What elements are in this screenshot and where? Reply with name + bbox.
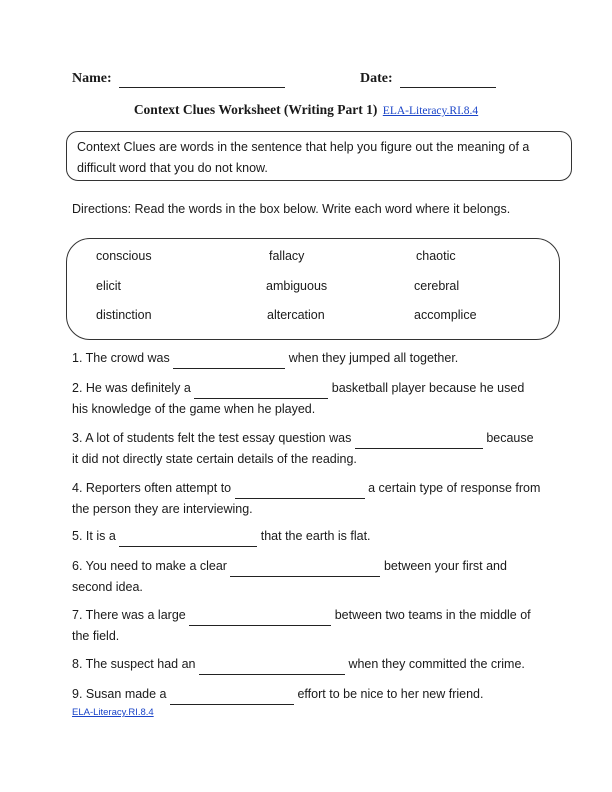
question-text: 9. Susan made a <box>72 687 167 701</box>
question-text: 8. The suspect had an <box>72 657 196 671</box>
question-9 <box>72 684 542 705</box>
directions: Directions: Read the words in the box below. Write each word where it belongs. <box>72 202 511 216</box>
date-field-row <box>360 71 496 88</box>
footer-standard-link[interactable]: ELA-Literacy.RI.8.4 <box>72 707 154 718</box>
question-text: between two teams in the middle of the field. <box>72 608 531 643</box>
word-bank-item: ambiguous <box>266 279 328 293</box>
date-field[interactable] <box>400 71 496 88</box>
name-field-row <box>72 71 285 88</box>
answer-blank[interactable] <box>355 428 483 449</box>
context-clues-definition-box <box>66 131 572 181</box>
question-4 <box>72 478 542 519</box>
answer-blank[interactable] <box>235 478 365 499</box>
question-text: 1. The crowd was <box>72 351 170 365</box>
answer-blank[interactable] <box>173 348 285 369</box>
question-7 <box>72 605 542 646</box>
word-bank-item: cerebral <box>414 279 460 293</box>
answer-blank[interactable] <box>189 605 331 626</box>
question-6 <box>72 556 542 597</box>
word-bank-item: altercation <box>267 308 325 322</box>
title-text: Context Clues Worksheet (Writing Part 1) <box>133 102 378 117</box>
answer-blank[interactable] <box>119 526 257 547</box>
question-text: when they jumped all together. <box>288 351 459 365</box>
question-2 <box>72 378 542 419</box>
word-bank-item: conscious <box>96 249 152 263</box>
word-bank-item: accomplice <box>414 308 477 322</box>
question-text: 3. A lot of students felt the test essay question was <box>72 431 352 445</box>
question-8 <box>72 654 542 675</box>
question-text: effort to be nice to her new friend. <box>297 687 484 701</box>
answer-blank[interactable] <box>194 378 328 399</box>
question-5 <box>72 526 542 547</box>
question-text: that the earth is flat. <box>260 529 371 543</box>
question-text: 2. He was definitely a <box>72 381 191 395</box>
footer <box>72 707 154 718</box>
question-text: because it did not directly state certain details of the reading. <box>72 431 534 466</box>
question-text: a certain type of response from the person they are interviewing. <box>72 481 541 516</box>
word-bank-item: chaotic <box>416 249 456 263</box>
question-text: 4. Reporters often attempt to <box>72 481 232 495</box>
answer-blank[interactable] <box>170 684 294 705</box>
standard-link[interactable]: ELA-Literacy.RI.8.4 <box>382 105 479 117</box>
question-text: 7. There was a large <box>72 608 186 622</box>
word-bank-item: elicit <box>96 279 122 293</box>
word-bank-box <box>66 238 560 340</box>
question-text: 5. It is a <box>72 529 116 543</box>
name-field[interactable] <box>119 71 285 88</box>
answer-blank[interactable] <box>199 654 345 675</box>
question-1 <box>72 348 542 369</box>
worksheet-title <box>0 102 612 118</box>
name-label: Name: <box>72 71 112 86</box>
question-text: basketball player because he used his knowledge of the game when he played. <box>72 381 525 416</box>
question-text: 6. You need to make a clear <box>72 559 227 573</box>
date-label: Date: <box>360 71 393 86</box>
word-bank-item: fallacy <box>269 249 305 263</box>
question-text: between your first and second idea. <box>72 559 507 594</box>
intro-text: Context Clues are words in the sentence that help you figure out the meaning of a difficult word that you do not know. <box>77 140 530 175</box>
answer-blank[interactable] <box>230 556 380 577</box>
question-text: when they committed the crime. <box>348 657 525 671</box>
question-3 <box>72 428 542 469</box>
word-bank-item: distinction <box>96 308 152 322</box>
